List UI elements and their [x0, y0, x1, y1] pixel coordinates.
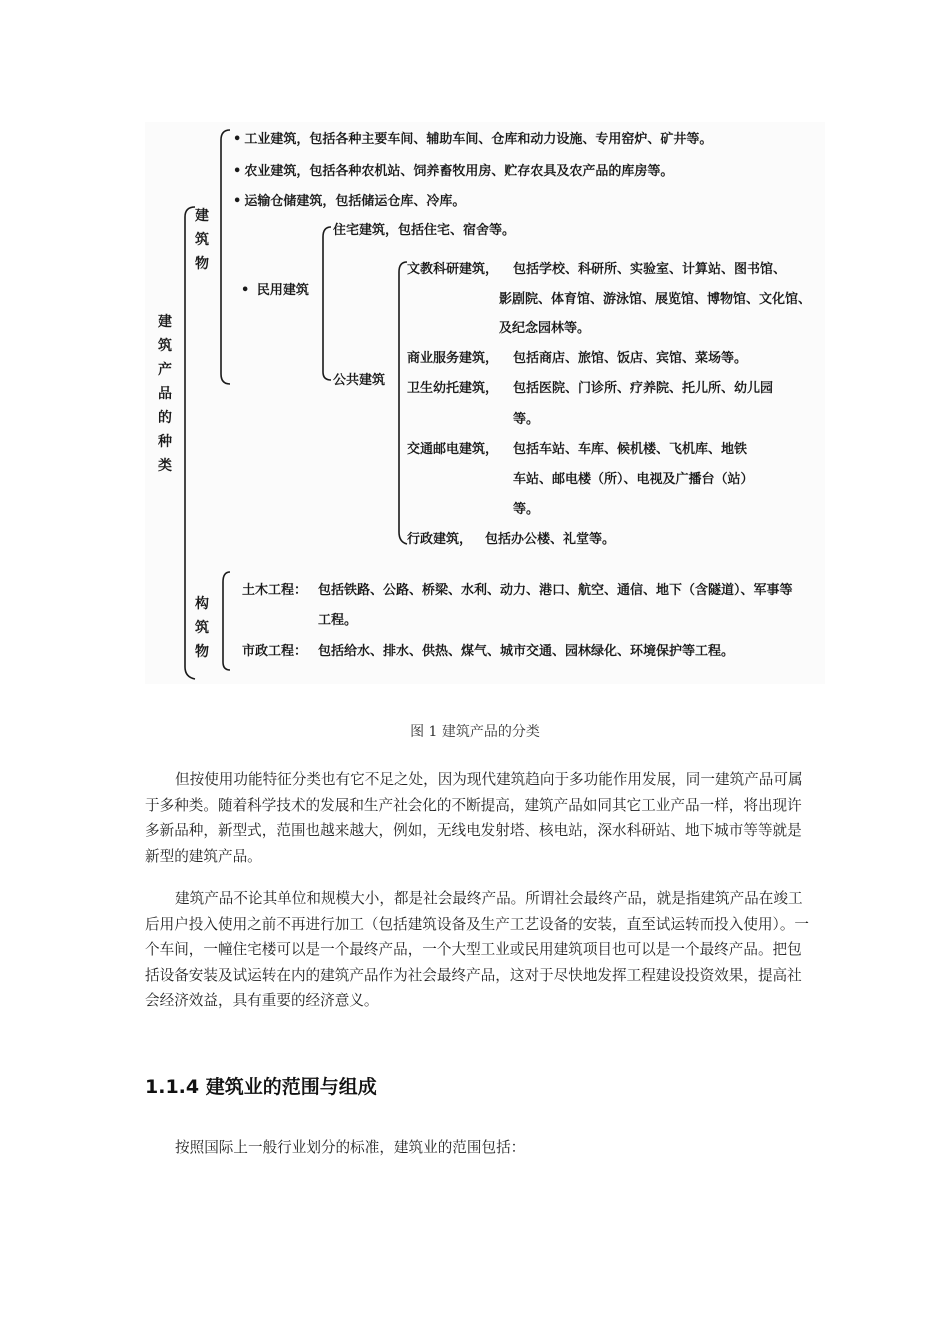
- figure-caption: 图 1 建筑产品的分类: [410, 724, 540, 740]
- transport-post-name: 交通邮电建筑，: [407, 442, 499, 457]
- body-paragraph: 但按使用功能特征分类也有它不足之处，因为现代建筑趋向于多功能作用发展，同一建筑产品可属于多种类。随着科学技术的发展和生产社会化的不断提高，建筑产品如同其它工业产品一样，将出现许多新品种，新型式，范围也越来越大，例如，无线电发射塔、核电站，深水科研站、地下城市等等就是新型的建筑产品。: [145, 771, 803, 865]
- public-building-label: 公共建筑: [333, 373, 386, 388]
- commercial-service-line: 包括商店、旅馆、饭店、宾馆、菜场等。: [513, 351, 748, 366]
- classification-figure: [145, 122, 825, 684]
- residential-building-item: 住宅建筑，包括住宅、宿舍等。: [333, 223, 516, 238]
- building-label: 建筑物: [195, 208, 209, 272]
- civil-engineering-line: 工程。: [318, 613, 358, 628]
- culture-research-line: 及纪念园林等。: [499, 321, 591, 336]
- industrial-building-item: • 工业建筑，包括各种主要车间、辅助车间、仓库和动力设施、专用窑炉、矿井等。: [233, 132, 713, 147]
- civil-engineering-line: 包括铁路、公路、桥梁、水利、动力、港口、航空、通信、地下（含隧道）、军事等: [318, 583, 793, 598]
- administrative-name: 行政建筑，: [407, 532, 473, 547]
- culture-research-line: 影剧院、体育馆、游泳馆、展览馆、博物馆、文化馆、: [499, 292, 812, 307]
- health-childcare-line: 等。: [513, 412, 540, 427]
- transport-post-line: 等。: [513, 502, 540, 517]
- civil-engineering-name: 土木工程：: [242, 583, 308, 598]
- civil-building-label: • 民用建筑: [241, 283, 309, 298]
- body-paragraph: 建筑产品不论其单位和规模大小，都是社会最终产品。所谓社会最终产品，就是指建筑产品在竣工后用户投入使用之前不再进行加工（包括建筑设备及生产工艺设备的安装，直至试运转而投入使用）。一个车间，一幢住宅楼可以是一个最终产品，一个大型工业或民用建筑项目也可以是一个最终产品。把包括设备安装及试运转在内的建筑产品作为社会最终产品，这对于尽快地发挥工程建设投资效果，提高社会经济效益，具有重要的经济意义。: [145, 890, 810, 1009]
- commercial-service-name: 商业服务建筑，: [407, 351, 499, 366]
- agricultural-building-item: • 农业建筑，包括各种农机站、饲养畜牧用房、贮存农具及农产品的库房等。: [233, 164, 674, 179]
- culture-research-line: 包括学校、科研所、实验室、计算站、图书馆、: [513, 262, 787, 277]
- administrative-line: 包括办公楼、礼堂等。: [485, 532, 616, 547]
- root-label: 建筑产品的种类: [158, 314, 172, 474]
- municipal-engineering-name: 市政工程：: [242, 644, 308, 659]
- transport-post-line: 包括车站、车库、候机楼、飞机库、地铁: [513, 442, 748, 457]
- culture-research-name: 文教科研建筑，: [407, 262, 499, 277]
- section-heading: 1.1.4 建筑业的范围与组成: [145, 1076, 377, 1098]
- municipal-engineering-line: 包括给水、排水、供热、煤气、城市交通、园林绿化、环境保护等工程。: [318, 644, 735, 659]
- storage-building-item: • 运输仓储建筑，包括储运仓库、冷库。: [233, 194, 466, 209]
- transport-post-line: 车站、邮电楼（所）、电视及广播台（站）: [513, 472, 754, 487]
- health-childcare-name: 卫生幼托建筑，: [407, 381, 499, 396]
- body-paragraph: 按照国际上一般行业划分的标准，建筑业的范围包括：: [175, 1139, 526, 1156]
- structure-label: 构筑物: [195, 596, 209, 660]
- health-childcare-line: 包括医院、门诊所、疗养院、托儿所、幼儿园: [513, 381, 774, 396]
